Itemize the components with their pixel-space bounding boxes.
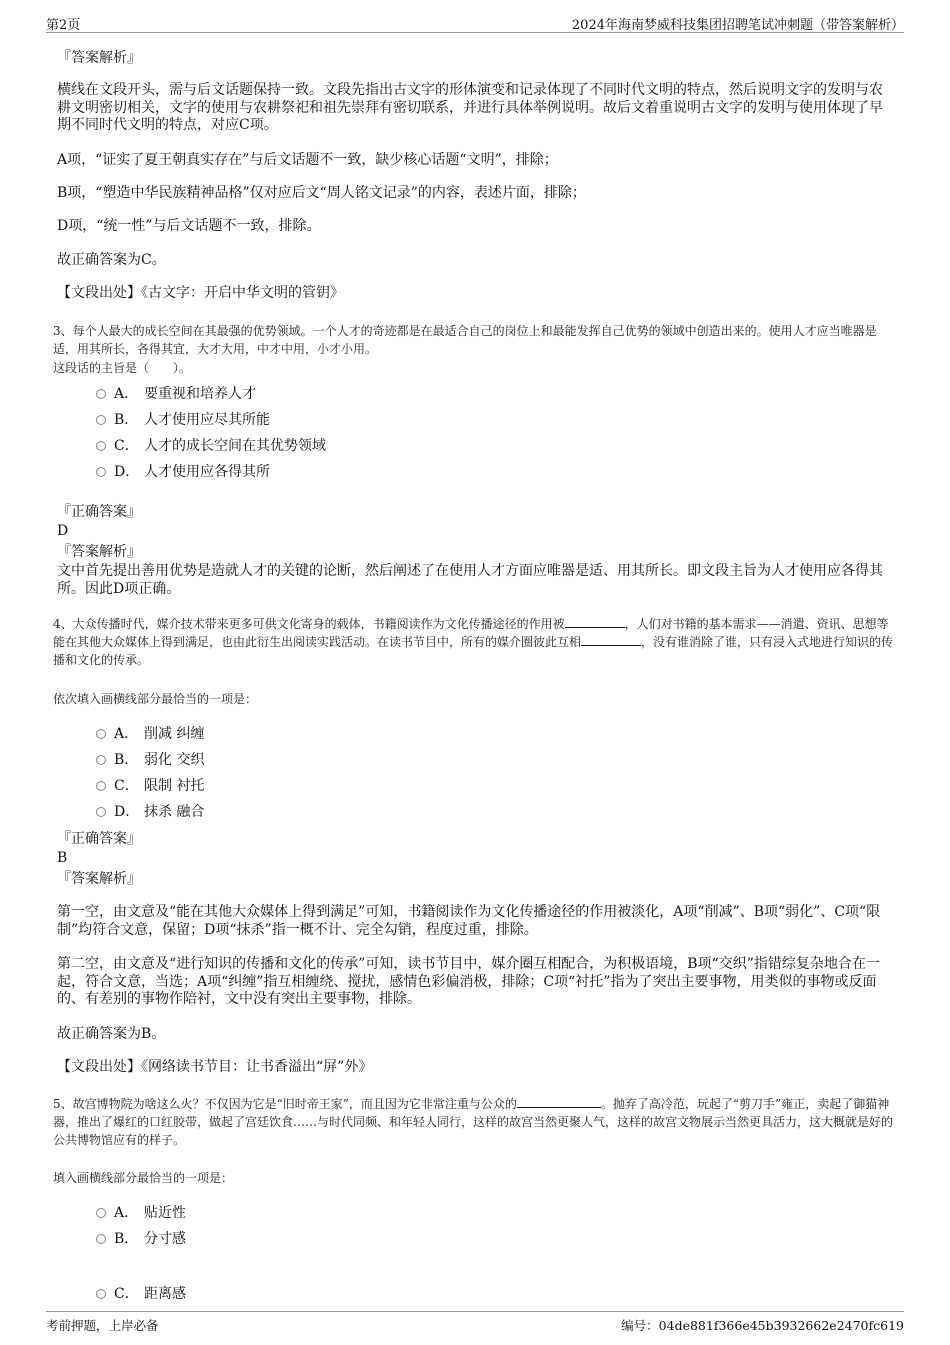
page-header (46, 12, 904, 33)
fill-blank-2 (581, 633, 641, 646)
q4-option-c[interactable]: C． 限制 衬托 (96, 777, 204, 795)
q3-option-a[interactable]: A． 要重视和培养人才 (96, 385, 256, 403)
q5-option-c[interactable]: C． 距离感 (96, 1285, 186, 1303)
radio-button[interactable] (96, 1234, 106, 1244)
q5-option-b[interactable]: B． 分寸感 (96, 1230, 186, 1248)
radio-button[interactable] (96, 389, 106, 399)
document-id: 编号：04de881f366e45b3932662e2470fc619 (621, 1318, 904, 1333)
radio-button[interactable] (96, 807, 106, 817)
q3-answer-label: 『正确答案』 (57, 504, 141, 520)
page-footer (46, 1311, 904, 1336)
q4-analysis-p1: 第一空，由文意及“能在其他大众媒体上得到满足”可知，书籍阅读作为文化传播途径的作用被淡化，A项“削减”、B项“弱化”、C项“限制”均符合文意，保留；D项“抹杀”指一概不计、完全勾销，程度过重，排除。 (57, 904, 881, 938)
fill-blank-1 (565, 615, 625, 628)
q3-stem: 3、每个人最大的成长空间在其最强的优势领域。一个人才的奇迹都是在最适合自己的岗位上和最能发挥自己优势的领域中创造出来的。使用人才应当唯器是适，用其所长，各得其宜，大才大用，中才中用，小才小用。 (53, 324, 877, 356)
prev-source: 【文段出处】《古文字：开启中华文明的管钥》 (57, 285, 344, 301)
q4-option-d[interactable]: D． 抹杀 融合 (96, 803, 204, 821)
q5-question: 填入画横线部分最恰当的一项是： (53, 1171, 234, 1185)
q4-stem: 4、大众传播时代，媒介技术带来更多可供文化寄身的载体，书籍阅读作为文化传播途径的作用被 ，人们对书籍的基本需求——消遣、资讯、思想等能在其他大众媒体上得到满足，也由此衍生出阅读实践活动。在读书节目中，所有的媒介圈彼此互相 ，没有谁消除了谁，只有浸入式地进行知识的传播和文化的传承。 (53, 617, 894, 667)
q4-option-b[interactable]: B． 弱化 交织 (96, 751, 204, 769)
radio-button[interactable] (96, 1208, 106, 1218)
radio-button[interactable] (96, 1289, 106, 1299)
radio-button[interactable] (96, 781, 106, 791)
q3-analysis-label: 『答案解析』 (57, 544, 141, 560)
q4-answer: B (57, 850, 68, 866)
q3-option-c[interactable]: C． 人才的成长空间在其优势领域 (96, 437, 326, 455)
prev-analysis-p2: A项，“证实了夏王朝真实存在”与后文话题不一致，缺少核心话题“文明”，排除； (57, 152, 558, 168)
document-title: 2024年海南梦威科技集团招聘笔试冲刺题（带答案解析） (571, 18, 904, 33)
fill-blank (517, 1095, 601, 1108)
prev-analysis-p3: B项，“塑造中华民族精神品格”仅对应后文“周人铭文记录”的内容，表述片面，排除； (57, 185, 586, 201)
page-number: 第2页 (46, 18, 81, 33)
q4-analysis-label: 『答案解析』 (57, 871, 141, 887)
q3-answer: D (57, 523, 69, 539)
radio-button[interactable] (96, 415, 106, 425)
q3-analysis: 文中首先提出善用优势是造就人才的关键的论断，然后阐述了在使用人才方面应唯器是适、用其所长。即文段主旨为人才使用应各得其所。因此D项正确。 (57, 563, 883, 597)
q5-stem: 5、故宫博物院为啥这么火？不仅因为它是“旧时帝王家”，而且因为它非常注重与公众的 。抛弃了高冷范，玩起了“剪刀手”雍正，卖起了御猫神器，推出了爆红的口红胶带，做起了宫廷饮食……与时代同频、和年轻人同行，这样的故宫当然更聚人气，这样的故宫文物展示当然更具活力，这大概就是好的公共博物馆应有的样子。 (53, 1097, 894, 1147)
q4-answer-label: 『正确答案』 (57, 831, 141, 847)
footer-slogan: 考前押题，上岸必备 (46, 1318, 159, 1333)
q3-option-d[interactable]: D． 人才使用应各得其所 (96, 463, 270, 481)
q3-option-b[interactable]: B． 人才使用应尽其所能 (96, 411, 270, 429)
radio-button[interactable] (96, 441, 106, 451)
q3-question: 这段话的主旨是（ ）。 (53, 361, 192, 375)
radio-button[interactable] (96, 729, 106, 739)
radio-button[interactable] (96, 467, 106, 477)
q4-analysis-p2: 第二空，由文意及“进行知识的传播和文化的传承”可知，读书节目中，媒介圈互相配合，为积极语境，B项“交织”指错综复杂地合在一起，符合文意，当选；A项“纠缠”指互相缠绕、搅扰，感情色彩偏消极，排除；C项“衬托”指为了突出主要事物，用类似的事物或反面的、有差别的事物作陪衬，文中没有突出主要事物，排除。 (57, 956, 880, 1007)
prev-analysis-label: 『答案解析』 (57, 50, 141, 66)
prev-analysis-p4: D项，“统一性”与后文话题不一致，排除。 (57, 218, 321, 234)
radio-button[interactable] (96, 755, 106, 765)
q5-option-a[interactable]: A． 贴近性 (96, 1204, 186, 1222)
prev-analysis-p1: 横线在文段开头，需与后文话题保持一致。文段先指出古文字的形体演变和记录体现了不同时代文明的特点，然后说明文字的发明与农耕文明密切相关，文字的使用与农耕祭祀和祖先崇拜有密切联系，并进行具体举例说明。故后文着重说明古文字的发明与使用体现了早期不同时代文明的特点，对应C项。 (57, 82, 883, 133)
q4-question: 依次填入画横线部分最恰当的一项是： (53, 692, 258, 706)
q4-conclusion: 故正确答案为B。 (57, 1026, 166, 1042)
q4-option-a[interactable]: A． 削减 纠缠 (96, 725, 204, 743)
q4-source: 【文段出处】《网络读书节目：让书香溢出“屏”外》 (57, 1059, 373, 1075)
prev-conclusion: 故正确答案为C。 (57, 252, 166, 268)
